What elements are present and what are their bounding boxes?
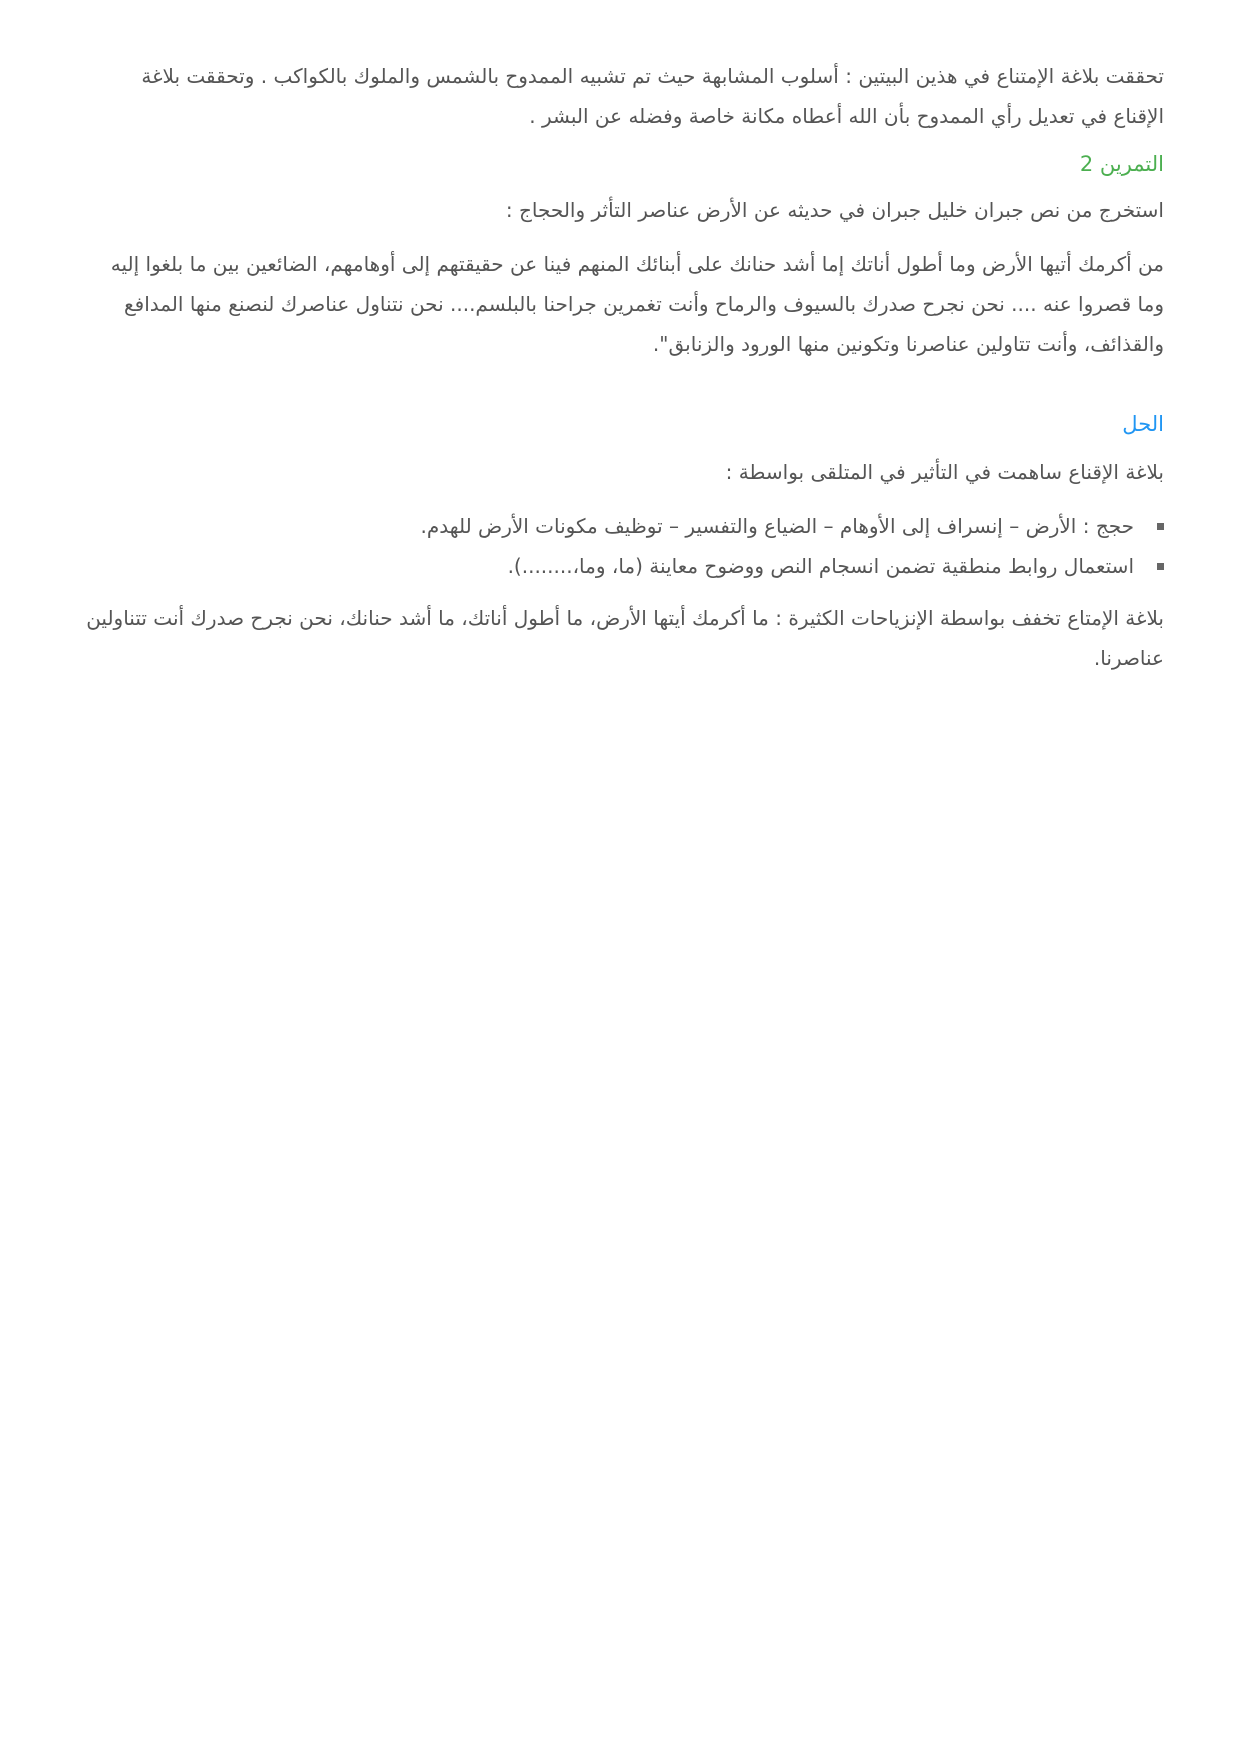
solution-lead: بلاغة الإقناع ساهمت في التأثير في المتلقى بواسطة : — [725, 460, 1164, 484]
square-bullet-icon — [1157, 523, 1164, 530]
list-item-text: استعمال روابط منطقية تضمن انسجام النص ووضوح معاينة (ما، وما،........). — [507, 554, 1134, 578]
list-item — [86, 506, 1134, 546]
solution-points-list — [86, 506, 1164, 586]
exercise-heading: التمرين 2 — [1079, 152, 1164, 176]
exercise-quote: من أكرمك أتيها الأرض وما أطول أناتك إما أشد حنانك على أبنائك المنهم فينا عن حقيقتهم إلى أوهامهم، الضائعين بين ما بلغوا إليه وما قصروا عنه .... نحن نجرح صدرك بالسيوف والرماح وأنت تغمرين جراحنا بالبلسم.... نحن نتناول عناصرك لنصنع منها المدافع والقذائف، وأنت تتاولين عناصرنا وتكونين منها الورود والزنابق". — [110, 252, 1164, 356]
list-item — [86, 546, 1134, 586]
solution-conclusion: بلاغة الإمتاع تخفف بواسطة الإنزياحات الكثيرة : ما أكرمك أيتها الأرض، ما أطول أناتك، ما أشد حنانك، نحن نجرح صدرك أنت تتناولين عناصرنا. — [86, 606, 1164, 670]
exercise-prompt: استخرج من نص جبران خليل جبران في حديثه عن الأرض عناصر التأثر والحجاج : — [505, 198, 1164, 222]
list-item-text: حجج : الأرض – إنسراف إلى الأوهام – الضياع والتفسير – توظيف مكونات الأرض للهدم. — [420, 514, 1134, 538]
intro-paragraph: تحققت بلاغة الإمتناع في هذين البيتين : أسلوب المشابهة حيث تم تشبيه الممدوح بالشمس والملوك بالكواكب . وتحققت بلاغة الإقناع في تعديل رأي الممدوح بأن الله أعطاه مكانة خاصة وفضله عن البشر . — [141, 64, 1164, 128]
solution-heading: الحل — [1122, 412, 1164, 436]
square-bullet-icon — [1157, 563, 1164, 570]
